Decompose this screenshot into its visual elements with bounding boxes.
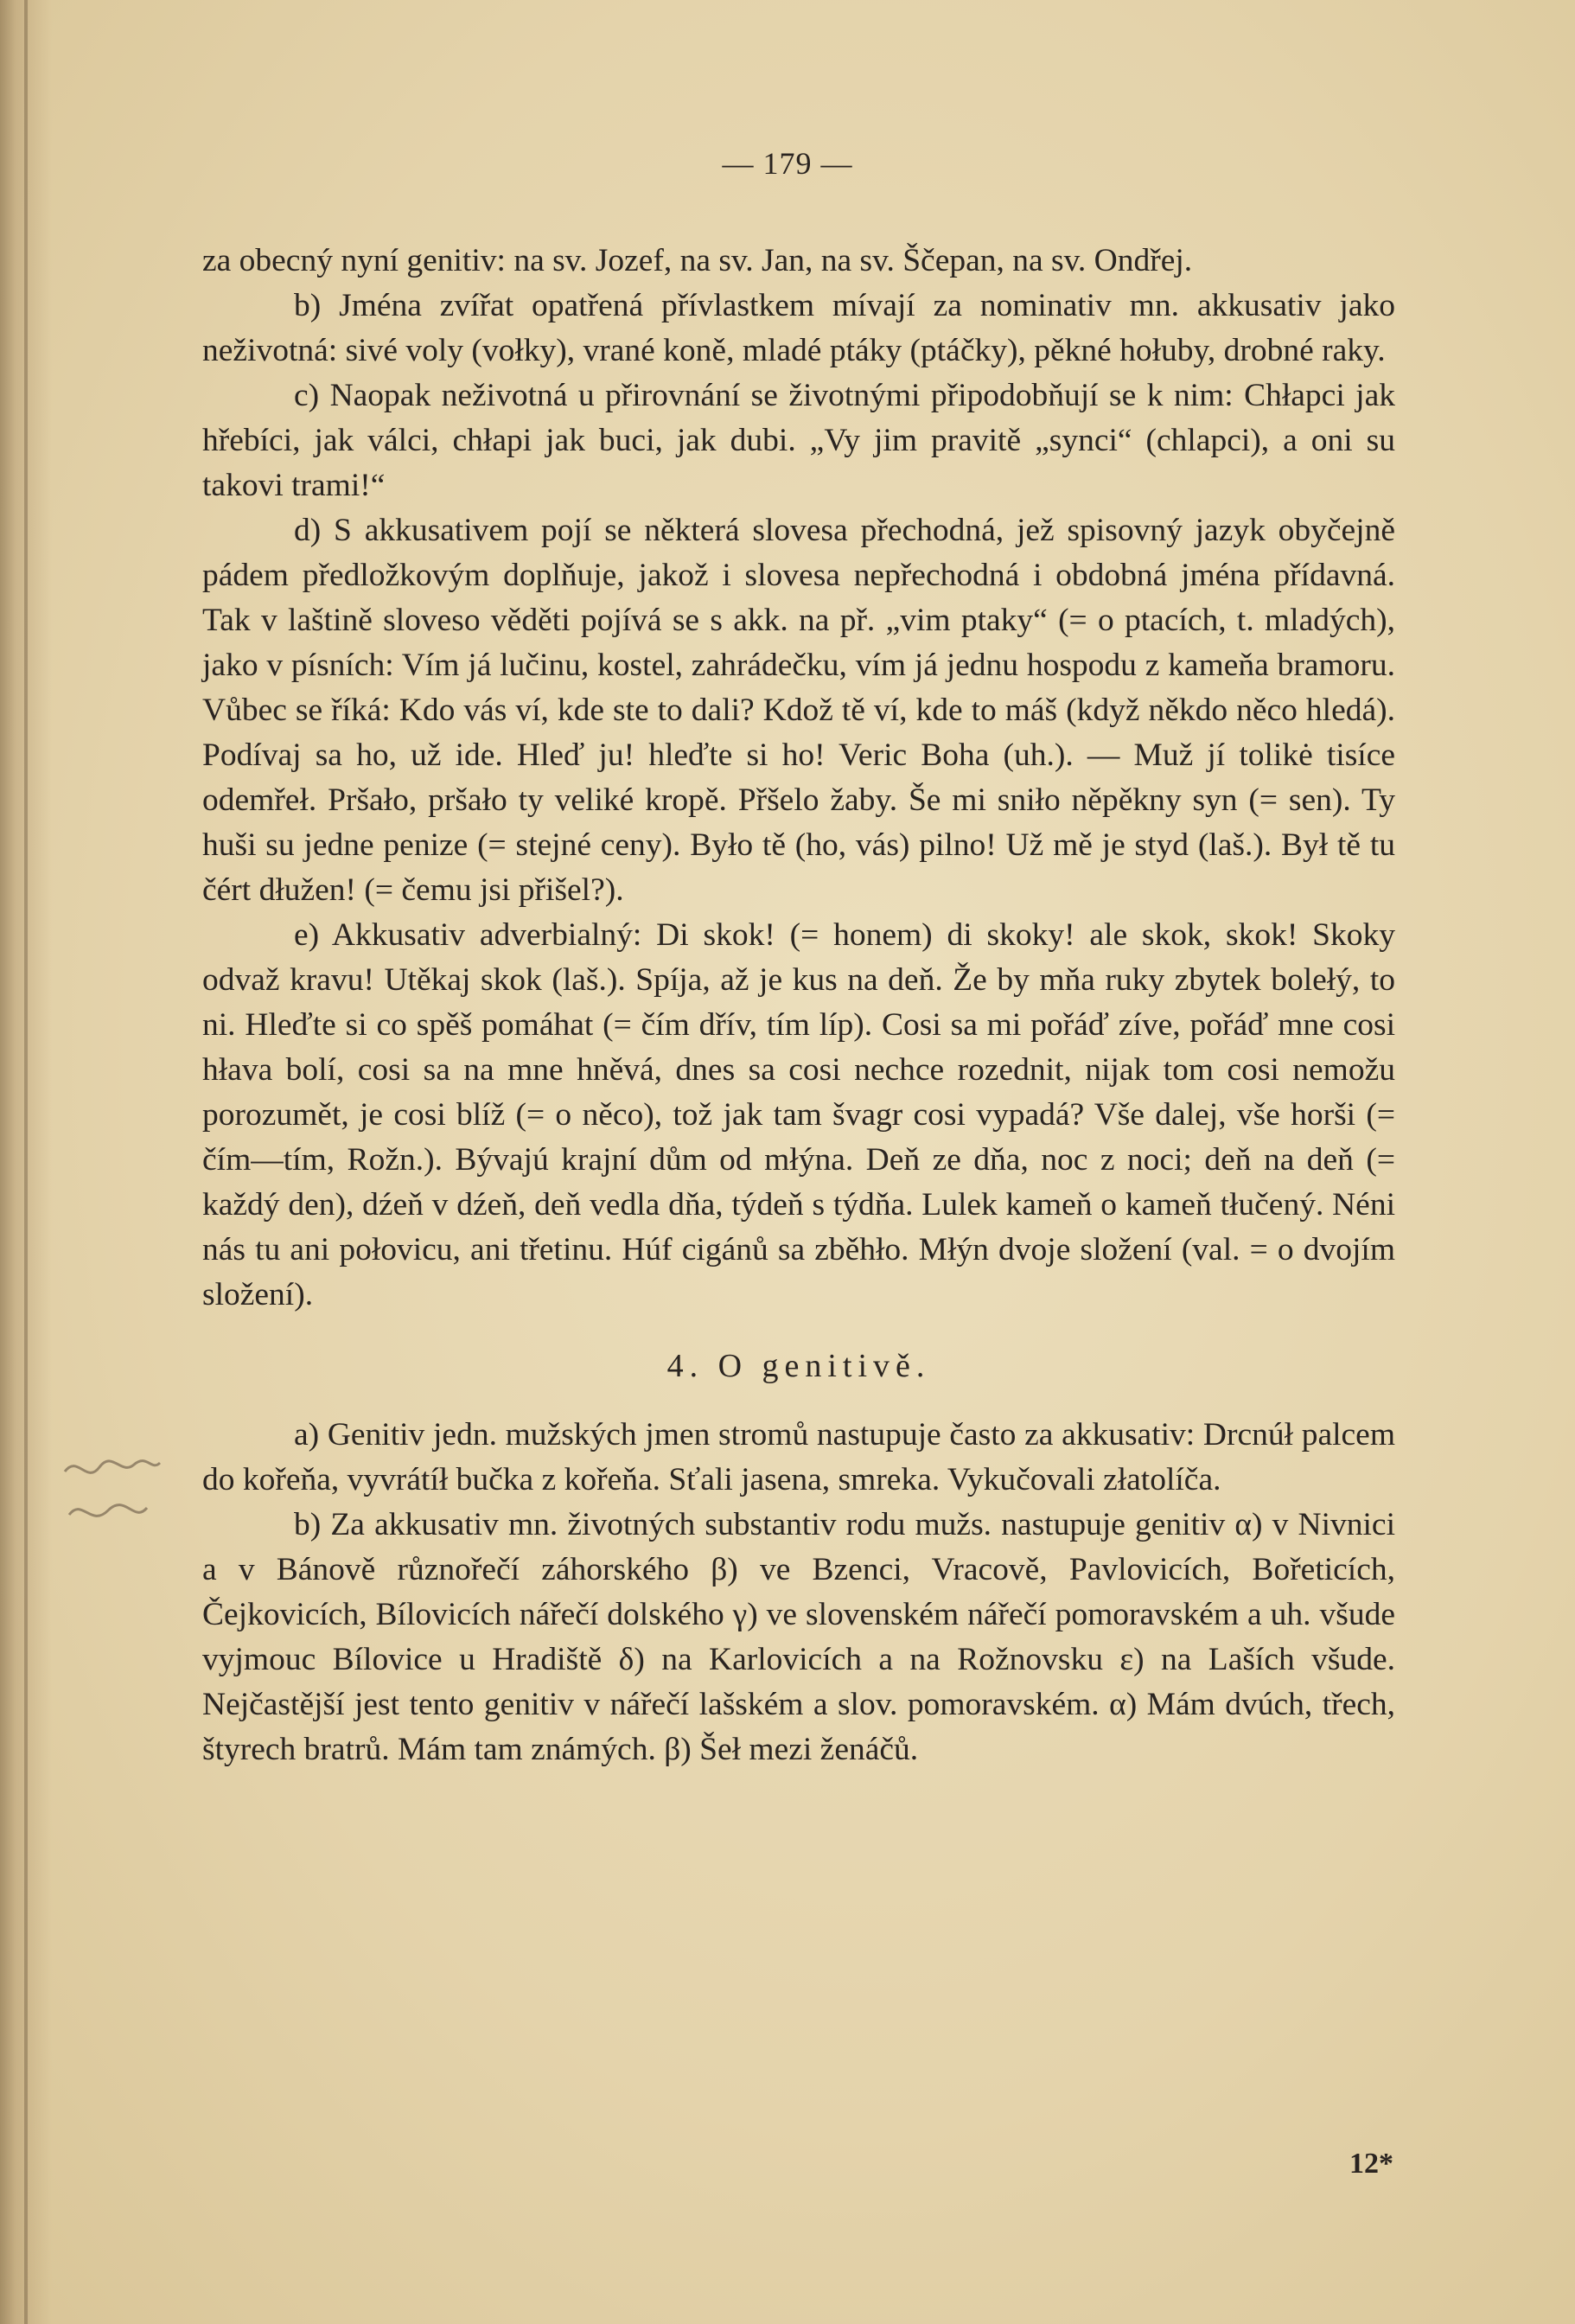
paragraph: b) Jména zvířat opatřená přívlastkem mívají za nominativ mn. akkusativ jako neživotná: sivé voly (vołky), vrané koně, mladé ptáky (ptáčky), pěkné hołuby, drobné raky. <box>202 288 1395 368</box>
signature-mark: 12* <box>1349 2148 1393 2180</box>
handwritten-margin-note <box>61 1446 164 1541</box>
paragraph: d) S akkusativem pojí se některá slovesa přechodná, jež spisovný jazyk obyčejně pádem předložkovým doplňuje, jakož i slovesa nepřechodná i obdobná jména přídavná. Tak v laštině sloveso věděti pojívá se s akk. na př. „vim ptaky“ (= o ptacích, t. mladých), jako v písních: Vím já lučinu, kostel, zahrádečku, vím já jednu hospodu z kameňa bramoru. Vůbec se říká: Kdo vás ví, kde ste to dali? Kdož tě ví, kde to máš (když někdo něco hledá). Podívaj sa ho, už ide. Hleď ju! hleďte si ho! Veric Boha (uh.). — Muž jí tolikė tisíce odemřeł. Pršało, pršało ty veliké kropě. Přšelo žaby. Še mi sniło něpěkny syn (= sen). Ty huši su jedne penize (= stejné ceny). Było tě (ho, vás) pilno! Už mě je styd (laš.). Był tě tu čért dłužen! (= čemu jsi přišel?). <box>202 513 1395 908</box>
paragraph: b) Za akkusativ mn. životných substantiv rodu mužs. nastupuje genitiv α) v Nivnici a v Bánově různořečí záhorského β) ve Bzenci, Vracově, Pavlovicích, Bořeticích, Čejkovicích, Bílovicích nářečí dolského γ) ve slovenském nářečí pomoravském a uh. všude vyjmouc Bílovice u Hradiště δ) na Karlovicích a na Rožnovsku ε) na Laších všude. Nejčastější jest tento genitiv v nářečí lašském a slov. pomoravském. α) Mám dvúch, třech, štyrech bratrů. Mám tam známých. β) Šeł mezi ženáčů. <box>202 1507 1395 1767</box>
paragraph: c) Naopak neživotná u přirovnání se životnými připodobňují se k nim: Chłapci jak hřebíci, jak válci, chłapi jak buci, jak dubi. „Vy jim pravitě „synci“ (chlapci), a oni su takovi trami!“ <box>202 378 1395 503</box>
section-heading: 4. O genitivě. <box>666 1348 931 1384</box>
paragraph: a) Genitiv jedn. mužských jmen stromů nastupuje často za akkusativ: Drcnúł palcem do kořeňa, vyvrátíł bučka z kořeňa. Sťali jasena, smreka. Vykučovali złatolíča. <box>202 1417 1395 1497</box>
paragraph: e) Akkusativ adverbialný: Di skok! (= honem) di skoky! ale skok, skok! Skoky odvaž kravu! Utěkaj skok (laš.). Spíja, až je kus na deň. Že by mňa ruky zbytek bolełý, to ni. Hleďte si co spěš pomáhat (= čím dřív, tím líp). Cosi sa mi pořáď zíve, pořáď mne cosi hłava bolí, cosi sa na mne hněvá, dnes sa cosi nechce rozednit, nijak tom cosi nemožu porozumět, je cosi blíž (= o něco), tož jak tam švagr cosi vypadá? Vše dalej, vše horši (= čím—tím, Rožn.). Bývajú krajní dům od młýna. Deň ze dňa, noc z noci; deň na deň (= každý den), dźeň v dźeň, deň vedla dňa, týdeň s týdňa. Lulek kameň o kameň tłučený. Néni nás tu ani połovicu, ani třetinu. Húf cigánů sa zběhło. Młýn dvoje složení (val. = o dvojím složení). <box>202 917 1395 1312</box>
paragraph: za obecný nyní genitiv: na sv. Jozef, na sv. Jan, na sv. Ščepan, na sv. Ondřej. <box>202 243 1193 278</box>
page-number: — 179 — <box>722 146 853 181</box>
body-text <box>202 239 1395 1772</box>
page-spine-shadow <box>24 0 28 2324</box>
